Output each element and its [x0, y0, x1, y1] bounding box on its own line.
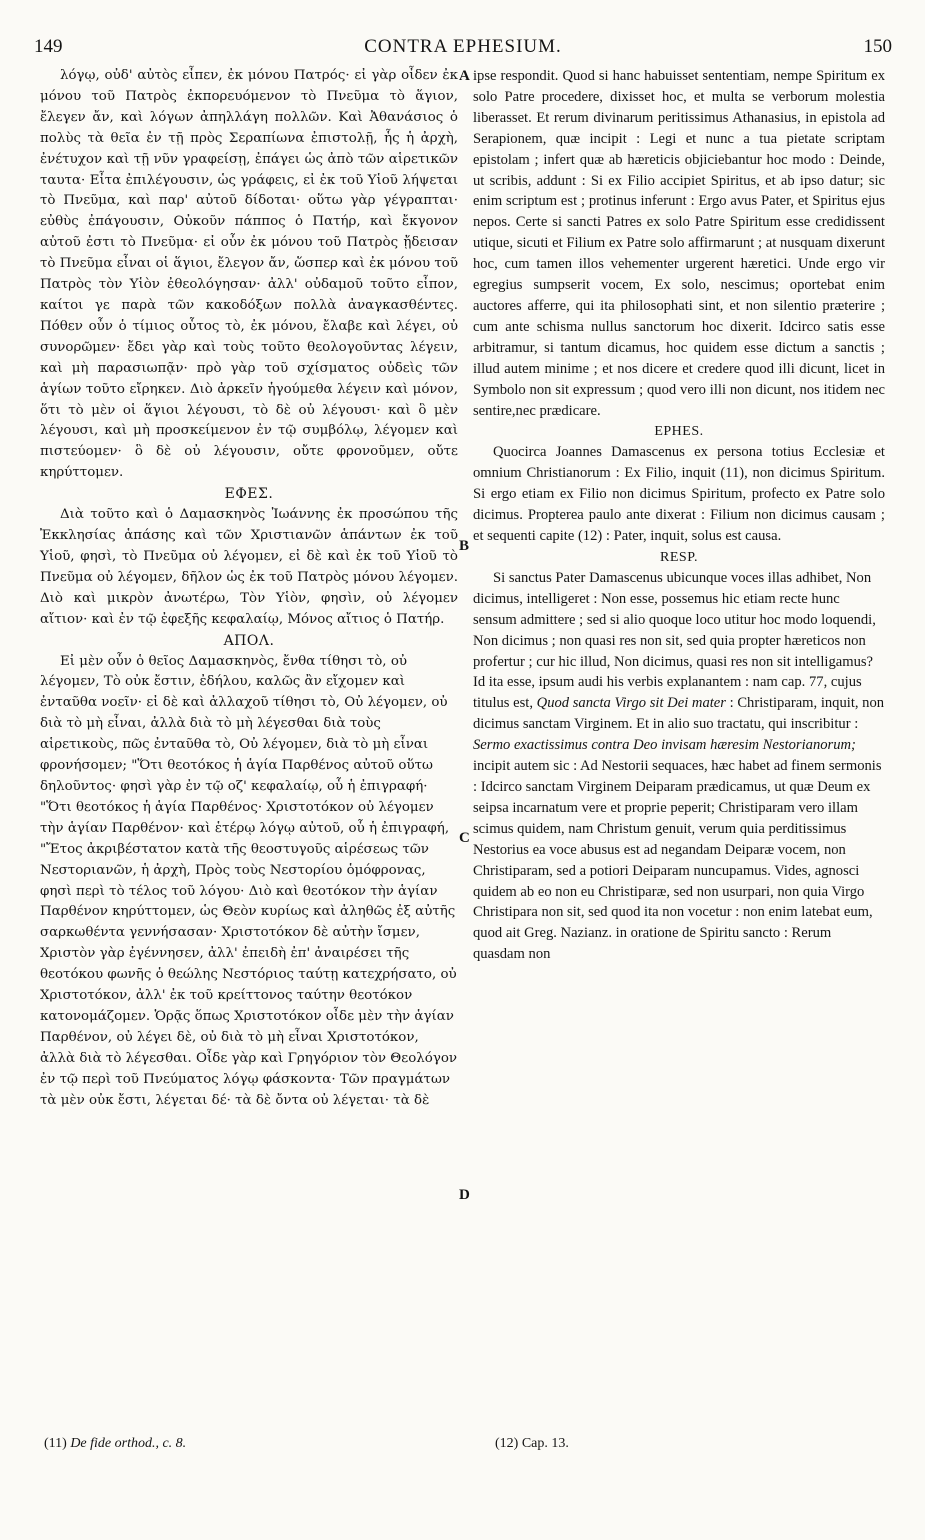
footnote-right: (12) Cap. 13.	[495, 1436, 569, 1451]
latin-paragraph	[473, 568, 885, 965]
page-number-left: 149	[34, 36, 63, 57]
margin-letter: A	[459, 68, 470, 84]
latin-column	[473, 66, 885, 965]
latin-title: Quod sancta Virgo sit Dei mater	[536, 695, 726, 712]
latin-text: : Christiparam, inquit, non dicimus sanctam Virginem. Et in alio suo tractatu, qui inscribitur :	[473, 695, 885, 733]
latin-title: Sermo exactissimus contra Deo invisam hæresim Nestorianorum;	[473, 737, 856, 754]
margin-letter: D	[459, 1187, 470, 1203]
latin-paragraph: Quocirca Joannes Damascenus ex persona totius Ecclesiæ et omnium Christianorum : Ex Filio, inquit (11), non dicimus Spiritum. Si ergo etiam ex Filio non dicimus Spiritum, profecto ex Patre solo dicimus. Propterea paulo ante dixerat : Filium non dicimus causam ; et sequenti capite (12) : Pater, inquit, solus est causa.	[473, 444, 885, 545]
latin-text: incipit autem sic : Ad Nestorii sequaces, hæc habet ad finem sermonis : Idcirco sanctam Virginem Deiparam prædicamus, ut quæ Deum ex seipsa incarnatum vere et proprie peperit; Christiparam vero illam scimus quidem, nam Christum genuit, verum quia perditissimus Nestorius ea voce abusus est ad negandam Deiparæ vocem, non Christiparam, sed a potiori Deiparam nuncupamus. Vides, agnosci quidem ab eo non eu Christiparæ, sed non usurpari, non quia Virgo Christipara non sit, sed quod ita non vocetur : non enim latebat eum, quod ait Greg. Nazianz. in oratione de Spiritu sancto : Rerum quasdam non	[473, 758, 882, 963]
margin-letter: B	[459, 538, 470, 554]
section-heading: EPHES.	[654, 424, 704, 440]
running-title: CONTRA EPHESIUM.	[364, 36, 562, 57]
latin-paragraph: ipse respondit. Quod si hanc habuisset sententiam, nempe Spiritum ex solo Patre procedere, dixisset hoc, et multa se verborum molestia liberasset. Et rerum divinarum peritissimus Athanasius, in epistola ad Serapionem, quæ incipit : Legi et nunc a tua pietate scriptam epistolam ; infert quæ ab hæreticis objiciebantur hoc modo : Deinde, ut scribis, addunt : Si ex Filio accipiet Spiritus, et ab ipso datur; sic enim scriptum est ; protinus inferunt : Ergo avus Pater, et Spiritus ejus nepos. Certe si sancti Patres ex solo Patre Spiritum esse credidissent utique, sicuti et Filium ex Patre solo affirmarunt ; at nusquam dixerunt hoc, cum tamen illos vehementer urgerent hæretici. Unde ergo vir egregius sumpserit vocem, Ex solo, nescimus; oportebat enim auctores afferre, qui ita philosophati sint, et non silentio præterire ; cum ante schisma nullus sanctorum hoc dixerit. Idcirco satis esse arbitramur, si tantum dicamus, hoc quidem esse dictum a sanctis ; illud autem minime ; et nos dicere et credere quod illi dicunt, licet in Symbolo non sit expressum ; quod vero illi non dicunt, nos itidem nec sentire,nec prædicare.	[473, 68, 885, 419]
greek-column	[40, 66, 458, 1112]
greek-paragraph: Εἰ μὲν οὖν ὁ θεῖος Δαμασκηνὸς, ἔνθα τίθησι τὸ, οὐ λέγομεν, Τὸ οὐκ ἔστιν, ἐδήλου, καλῶς ἂν εἴχομεν καὶ ἐνταῦθα νοεῖν· εἰ δὲ καὶ ἀλλαχοῦ τίθησι τὸ, Οὐ λέγομεν, οὐ διὰ τὸ μὴ εἶναι, ἀλλὰ διὰ τὸ μὴ λέγεσθαι διὰ τοὺς αἱρετικοὺς, πῶς ἐνταῦθα τὸ, Οὐ λέγομεν, διὰ τὸ μὴ εἶναι φρονήσομεν; "Ὅτι θεοτόκος ἡ ἁγία Παρθένος αὐτοῦ οὕτω δηλοῦντος· φησὶ γὰρ ἐν τῷ οζ' κεφαλαίῳ, οὗ ἡ ἐπιγραφή· "Ὅτι θεοτόκος ἡ ἁγία Παρθένος· Χριστοτόκον οὐ λέγομεν τὴν ἁγίαν Παρθένον· καὶ ἑτέρῳ λόγῳ αὐτοῦ, οὗ ἡ ἐπιγραφή, "Ἔτος ἀκριβέστατον κατὰ τῆς θεοστυγοῦς αἱρέσεως τῶν Νεστοριανῶν, ἡ ἀρχὴ, Πρὸς τοὺς Νεστορίου ὁμόφρονας, φησὶ περὶ τὸ τέλος τοῦ λόγου· Διὸ καὶ θεοτόκον τὴν ἁγίαν Παρθένον κηρύττομεν, ὡς Θεὸν κυρίως καὶ ἀληθῶς ἐξ αὐτῆς σαρκωθέντα γεννήσασαν· Χριστοτόκον δὲ αὐτὴν ἴσμεν, Χριστὸν γὰρ ἐγέννησεν, ἀλλ' ἐπειδὴ ἐπ' ἀναιρέσει τῆς θεοτόκου φωνῆς ὁ θεώλης Νεστόριος ταύτῃ κατεχρήσατο, οὐ Χριστοτόκον, ἀλλ' ἐκ τοῦ κρείττονος ταύτην θεοτόκον κατονομάζομεν. Ὁρᾷς ὅπως Χριστοτόκον οἶδε μὲν τὴν ἁγίαν Παρθένον, οὐ λέγει δὲ, οὐ διὰ τὸ μὴ εἶναι Χριστοτόκον, ἀλλὰ διὰ τὸ λέγεσθαι. Οἶδε γὰρ καὶ Γρηγόριον τὸν Θεολόγον ἐν τῷ περὶ τοῦ Πνεύματος λόγῳ φάσκοντα· Τῶν πραγμάτων τὰ μὲν οὐκ ἔστι, λέγεται δέ· τὰ δὲ ὄντα οὐ λέγεται· τὰ δὲ	[40, 653, 458, 1108]
page-number-right: 150	[863, 36, 892, 57]
latin-text: Si sanctus Pater Damascenus ubicunque voces illas adhibet, Non dicimus, intelligeret : Non esse, possemus hic etiam recte hunc sensum admittere ; sed si alio quoque loco utitur hoc modo loquendi, Non dicimus ; non quasi res non sit, sed quia propter hæreticos non profertur ; cur hic illud, Non dicimus, quasi res non sit intelligamus? Id ita esse, ipsum audi his verbis explanantem : nam cap. 77, cujus titulus est,	[473, 569, 876, 712]
running-header	[34, 36, 892, 60]
section-heading: RESP.	[660, 549, 698, 565]
greek-paragraph: Διὰ τοῦτο καὶ ὁ Δαμασκηνὸς Ἰωάννης ἐκ προσώπου τῆς Ἐκκλησίας ἁπάσης καὶ τῶν Χριστιανῶν ἁπάντων ἐκ τοῦ Υἱοῦ, φησὶ, τὸ Πνεῦμα οὐ λέγομεν, εἰ δὲ καὶ ἐκ τοῦ Υἱοῦ τὸ Πνεῦμα οὐ λέγομεν, δῆλον ὡς ἐκ τοῦ Πατρὸς μόνου λέγομεν. Διὸ καὶ μικρὸν ἀνωτέρω, Τὸν Υἱὸν, φησὶν, οὐ λέγομεν αἴτιον· καὶ ἐν τῷ ἐφεξῆς κεφαλαίῳ, Μόνος αἴτιος ὁ Πατήρ.	[40, 507, 458, 627]
greek-paragraph: λόγῳ, οὐδ' αὐτὸς εἶπεν, ἐκ μόνου Πατρός· εἰ γὰρ οἶδεν ἐκ μόνου τοῦ Πατρὸς ἐκπορευόμενον τὸ Πνεῦμα τὸ ἅγιον, ἔλεγεν ἄν, καὶ λόγων ἀπηλλάγη πολλῶν. Καὶ Ἀθανάσιος ὁ πολὺς τὰ θεῖα ἐν τῇ πρὸς Σεραπίωνα ἐπιστολῇ, ἧς ἡ ἀρχὴ, ἐνέτυχον καὶ τῇ νῦν γραφείσῃ, ἐπάγει ὡς ἀπὸ τῶν αἱρετικῶν ταυτα· Εἶτα ἐπιλέγουσιν, ὡς γράφεις, εἰ ἐκ τοῦ Υἱοῦ λήψεται τὸ Πνεῦμα, καὶ παρ' αὐτοῦ δίδοται· οὕτω γὰρ γέγραπται· εὐθὺς ἐπάγουσιν, Οὐκοῦν πάππος ὁ Πατήρ, καὶ ἔκγονον αὐτοῦ ἐστι τὸ Πνεῦμα· εἰ οὖν ἐκ μόνου τοῦ Πατρὸς ᾔδεισαν τὸ Πνεῦμα εἶναι οἱ ἅγιοι, ἔλεγον ἄν, ὥσπερ καὶ ἐκ μόνου τοῦ Πατρὸς τὸν Υἱὸν ἐθεολόγησαν· ἀλλ' οὐδαμοῦ τοῦτο εἶπον, καίτοι γε παρὰ τῶν κακοδόξων πολλὰ ἀναγκασθέντες. Πόθεν οὖν ὁ τίμιος οὗτος τὸ, ἐκ μόνου, ἔλαβε καὶ λέγει, οὐ συνορῶμεν· ἔδει γὰρ καὶ τοὺς τοῦτο θεολογοῦντας λέγειν, καὶ μὴ παρασιωπᾷν· πρὸ γὰρ τοῦ σχίσματος οὐδεὶς τῶν ἁγίων τοῦτο εἴρηκεν. Διὸ ἀρκεῖν ἡγούμεθα λέγειν καὶ μόνον, ὅτι τὸ μὲν οἱ ἅγιοι λέγουσι, τὸ δὲ οὐ λέγουσι· καὶ ὃ μὲν λέγουσι, καὶ μὴ προσκείμενον ἐν τῷ συμβόλῳ, λέγομεν καὶ πιστεύομεν· ὃ δὲ οὐ λέγουσιν, οὔτε φρονοῦμεν, οὔτε κηρύττομεν.	[40, 68, 458, 481]
footnote-left	[44, 1436, 186, 1452]
footnote-number: (11)	[44, 1436, 67, 1451]
footnote-text: De fide orthod., c. 8.	[70, 1436, 187, 1451]
section-heading: ΕΦΕΣ.	[224, 486, 274, 503]
margin-letter: C	[459, 830, 470, 846]
section-heading: ΑΠΟΛ.	[223, 632, 275, 649]
